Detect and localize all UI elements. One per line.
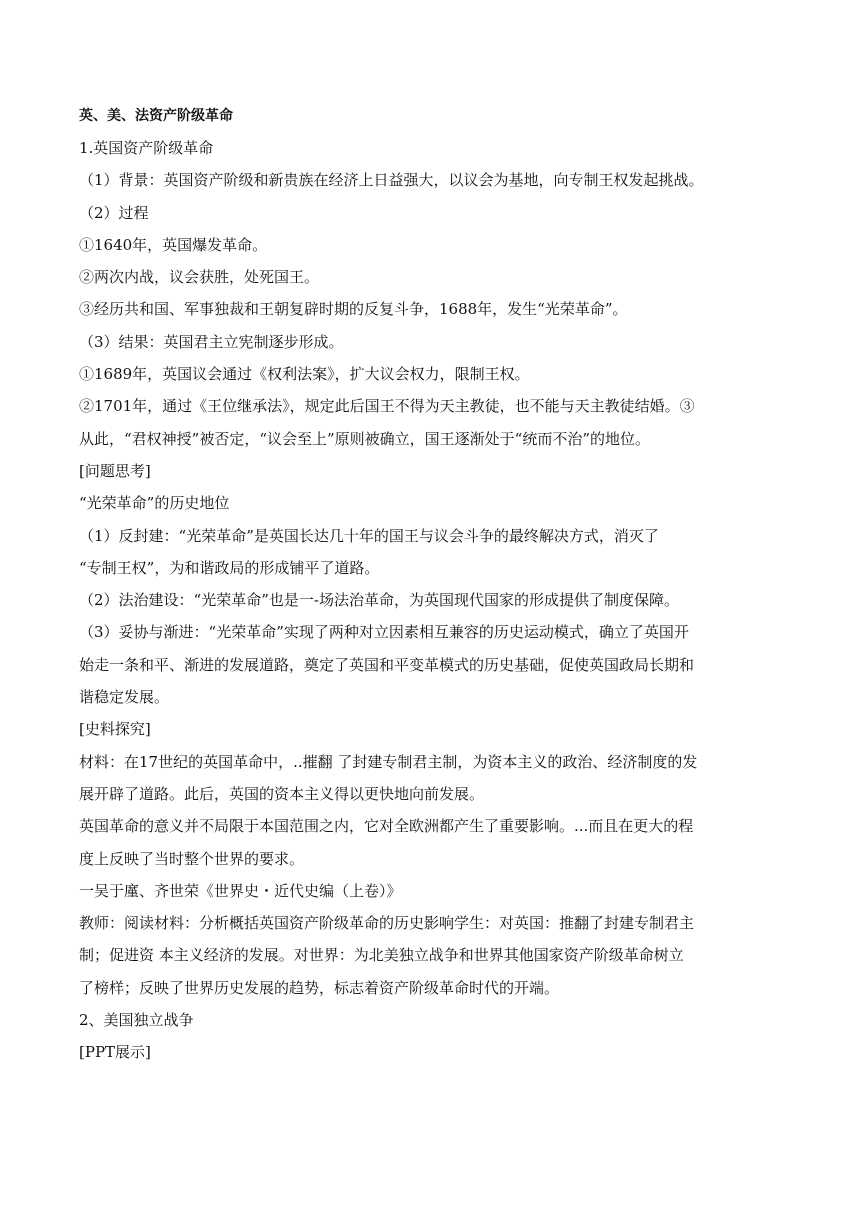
background-paragraph: （1）背景：英国资产阶级和新贵族在经济上日益强大，以议会为基地，向专制王权发起挑战。 [79, 171, 704, 190]
process-item-2: ②两次内战，议会获胜，处死国王。 [79, 268, 320, 287]
process-heading: （2）过程 [79, 203, 149, 222]
status-point-3-line-2: 始走一条和平、渐进的发展道路，奠定了英国和平变革模式的历史基础，促使英国政局长期和 [79, 655, 695, 674]
process-item-1: ①1640年，英国爆发革命。 [79, 235, 268, 254]
section-title: 英、美、法资产阶级革命 [79, 108, 233, 124]
material-line-3: 英国革命的意义并不局限于本国范围之内，它对全欧洲都产生了重要影响。...而且在更大的程 [79, 817, 694, 836]
status-point-1-line-2: “专制王权”，为和谐政局的形成铺平了道路。 [79, 558, 380, 577]
status-point-3-line-1: （3）妥协与渐进：“光荣革命”实现了两种对立因素相互兼容的历史运动模式，确立了英国开 [79, 623, 689, 642]
citation: 一吴于廑、齐世荣《世界史・近代史编（上卷）》 [79, 881, 402, 900]
question-thinking-label: [问题思考] [79, 461, 151, 480]
teacher-line-3: 了榜样；反映了世界历史发展的趋势，标志着资产阶级革命时代的开端。 [79, 978, 560, 997]
result-item-2: ②1701年，通过《王位继承法》，规定此后国王不得为天主教徒，也不能与天主教徒结婚。③ [79, 397, 695, 416]
status-point-2: （2）法治建设：“光荣革命”也是一-场法治革命，为英国现代国家的形成提供了制度保障。 [79, 591, 679, 610]
heading-american-war: 2、美国独立战争 [79, 1011, 194, 1030]
status-point-3-line-3: 谐稳定发展。 [79, 688, 170, 707]
teacher-line-1: 教师：阅读材料：分析概括英国资产阶级革命的历史影响学生：对英国：推翻了封建专制君主 [79, 914, 695, 933]
heading-english-revolution: 1.英国资产阶级革命 [79, 139, 214, 157]
teacher-line-2: 制；促进资 本主义经济的发展。对世界：为北美独立战争和世界其他国家资产阶级革命树立 [79, 946, 684, 965]
result-heading: （3）结果：英国君主立宪制逐步形成。 [79, 332, 344, 351]
material-line-1: 材料：在17世纪的英国革命中，..摧翻 了封建专制君主制，为资本主义的政治、经济制度的发 [79, 752, 698, 771]
process-item-3: ③经历共和国、军事独裁和王朝复辟时期的反复斗争，1688年，发生“光荣革命”。 [79, 300, 628, 319]
result-item-1: ①1689年，英国议会通过《权利法案》，扩大议会权力，限制王权。 [79, 365, 530, 384]
ppt-display-label: [PPT展示] [79, 1043, 151, 1062]
source-exploration-label: [史料探究] [79, 720, 151, 739]
material-line-2: 展开辟了道路。此后，英国的资本主义得以更快地向前发展。 [79, 784, 485, 803]
status-point-1-line-1: （1）反封建：“光荣革命”是英国长达几十年的国王与议会斗争的最终解决方式，消灭了 [79, 526, 659, 545]
document-body [79, 104, 787, 1069]
result-item-3: 从此，“君权神授”被否定，“议会至上”原则被确立，国王逐渐处于“统而不治”的地位。 [79, 429, 651, 448]
material-line-4: 度上反映了当时整个世界的要求。 [79, 849, 305, 868]
glorious-revolution-heading: “光荣革命”的历史地位 [79, 494, 230, 513]
